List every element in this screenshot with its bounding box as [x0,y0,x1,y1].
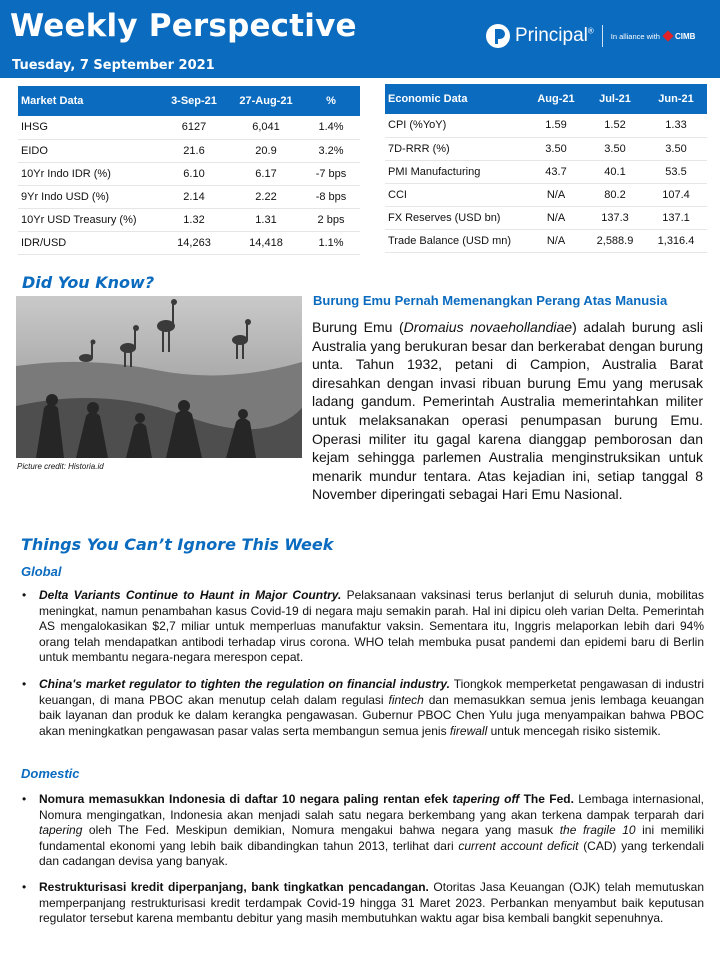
table-cell: 1.1% [302,231,360,254]
table-cell: 2,588.9 [585,229,645,252]
table-cell: 21.6 [158,139,230,162]
cimb-logo-text: CIMB [674,31,696,41]
economic-header-col: Aug-21 [527,84,585,114]
table-cell: 80.2 [585,183,645,206]
table-row [385,229,707,252]
bullet: • [22,677,27,691]
table-cell: 2.14 [158,185,230,208]
row-label: IHSG [18,116,158,139]
bullet: • [22,880,27,894]
table-cell: 14,418 [230,231,302,254]
market-data-table [18,86,360,255]
table-cell: 1,316.4 [645,229,707,252]
global-subheading: Global [21,564,62,579]
table-row [385,114,707,137]
row-label: CPI (%YoY) [385,114,527,137]
table-cell: 6,041 [230,116,302,139]
did-you-know-title: Did You Know? [22,273,155,292]
row-label: CCI [385,183,527,206]
table-cell: 3.2% [302,139,360,162]
bullet: • [22,588,27,602]
table-cell: N/A [527,229,585,252]
table-cell: 1.33 [645,114,707,137]
table-cell: 43.7 [527,160,585,183]
did-you-know-body: Burung Emu (Dromaius novaehollandiae) adalah burung asli Australia yang berukuran besar dan berkerabat dengan burung unta. Tahun 1932, petani di Campion, Australia Barat diresahkan dengan invasi ribuan burung Emu yang merusak ladang gandum. Pemerintah Australia memerintahkan militer untuk melaksanakan operasi penumpasan burung Emu. Operasi militer itu gagal karena dianggap pemborosan dan kejam sehingga parlemen Australia menginstruksikan untuk menarik mundur tentara. Atas kejadian ini, setiap tanggal 8 November diperingati sebagai Hari Emu Nasional. [312,319,703,503]
cimb-logo-icon [662,30,673,41]
table-row [385,183,707,206]
table-cell: 1.31 [230,208,302,231]
row-label: EIDO [18,139,158,162]
market-header-col: 3-Sep-21 [158,86,230,116]
table-cell: 107.4 [645,183,707,206]
table-cell: 1.59 [527,114,585,137]
economic-header-col: Jun-21 [645,84,707,114]
table-row [18,116,360,139]
table-row [18,231,360,254]
domestic-news-item: • Nomura memasukkan Indonesia di daftar 10 negara paling rentan efek tapering off The Fed. Lembaga internasional, Nomura mengingatkan, Indonesia akan menjadi salah satu negara berkembang yang akan terkena dampak terparah dari tapering oleh The Fed. Meskipun demikian, Nomura mengakui bahwa negara yang masuk the fragile 10 ini memiliki fundamental ekonomi yang lebih baik dibandingkan tahun 2013, terlihat dari current account deficit (CAD) yang terkendali dan cadangan devisa yang banyak. [22,792,704,869]
table-cell: N/A [527,206,585,229]
economic-header-label: Economic Data [385,84,527,114]
row-label: 9Yr Indo USD (%) [18,185,158,208]
table-cell: 1.4% [302,116,360,139]
table-cell: -8 bps [302,185,360,208]
row-label: IDR/USD [18,231,158,254]
table-cell: 2 bps [302,208,360,231]
page-title: Weekly Perspective [10,8,357,44]
market-header-label: Market Data [18,86,158,116]
table-cell: 3.50 [585,137,645,160]
did-you-know-headline: Burung Emu Pernah Memenangkan Perang Atas Manusia [313,293,668,308]
row-label: Trade Balance (USD mn) [385,229,527,252]
table-row [385,160,707,183]
table-cell: 1.52 [585,114,645,137]
domestic-subheading: Domestic [21,766,80,781]
table-row [18,185,360,208]
registered-mark: ® [587,26,594,36]
table-cell: N/A [527,183,585,206]
market-header-col: 27-Aug-21 [230,86,302,116]
economic-header-col: Jul-21 [585,84,645,114]
table-cell: -7 bps [302,162,360,185]
economic-data-table [385,84,707,253]
alliance-text: In alliance with [610,31,660,41]
row-label: 10Yr Indo IDR (%) [18,162,158,185]
logo-divider [602,25,603,47]
table-cell: 20.9 [230,139,302,162]
table-cell: 2.22 [230,185,302,208]
table-row [18,162,360,185]
global-news-item: • Delta Variants Continue to Haunt in Major Country. Pelaksanaan vaksinasi terus berlanjut di seluruh dunia, mobilitas meningkat, namun penambahan kasus Covid-19 di negara maju semakin parah. Hal ini dipicu oleh varian Delta. Pemerintah AS mengalokasikan $2,7 miliar untuk memperluas manufaktur vaksin. Sementara itu, Inggris melaporkan lebih dari 94% orang telah mendapatkan antibodi terhadap virus corona. WHO telah membuka pusat pandemi dan epidemi baru di Berlin untuk membantu negara-negara merespon cepat. [22,588,704,665]
table-row [18,139,360,162]
row-label: FX Reserves (USD bn) [385,206,527,229]
row-label: PMI Manufacturing [385,160,527,183]
principal-logo-icon [486,24,510,48]
table-row [18,208,360,231]
header-banner [0,0,720,78]
domestic-news-item: • Restrukturisasi kredit diperpanjang, bank tingkatkan pencadangan. Otoritas Jasa Keuangan (OJK) telah memutuskan memperpanjang restrukturisasi kredit terdampak Covid-19 hingga 31 Maret 2023. Perbankan menyambut baik keputusan regulator tersebut karena membantu debitur yang masih membutuhkan waktu agar bisa kembali bangkit sepenuhnya. [22,880,705,926]
table-cell: 6127 [158,116,230,139]
picture-credit: Picture credit: Historia.id [17,462,104,471]
table-cell: 3.50 [527,137,585,160]
row-label: 10Yr USD Treasury (%) [18,208,158,231]
table-cell: 137.1 [645,206,707,229]
table-cell: 53.5 [645,160,707,183]
global-news-item: • China's market regulator to tighten the regulation on financial industry. Tiongkok memperketat pengawasan di industri keuangan, di mana PBOC akan menutup celah dalam regulasi fintech dan memasukkan semua jenis lembaga keuangan baik layanan dan produk ke dalam kerangka pengawasan. Gubernur PBOC Chen Yulu juga menyampaikan bahwa PBOC akan meningkatkan pengawasan pasar valas serta membangun semua jenis firewall untuk mencegah risiko sistemik. [22,677,704,738]
table-cell: 14,263 [158,231,230,254]
market-header-col: % [302,86,360,116]
bullet: • [22,792,27,806]
table-cell: 1.32 [158,208,230,231]
things-section-title: Things You Can’t Ignore This Week [21,535,334,554]
table-cell: 6.10 [158,162,230,185]
table-cell: 40.1 [585,160,645,183]
table-row [385,206,707,229]
logo-text: Principal [515,25,588,46]
table-row [385,137,707,160]
emu-war-photo [16,296,302,458]
table-cell: 3.50 [645,137,707,160]
row-label: 7D-RRR (%) [385,137,527,160]
table-cell: 6.17 [230,162,302,185]
table-cell: 137.3 [585,206,645,229]
principal-logo [486,20,695,52]
publication-date: Tuesday, 7 September 2021 [12,58,215,73]
